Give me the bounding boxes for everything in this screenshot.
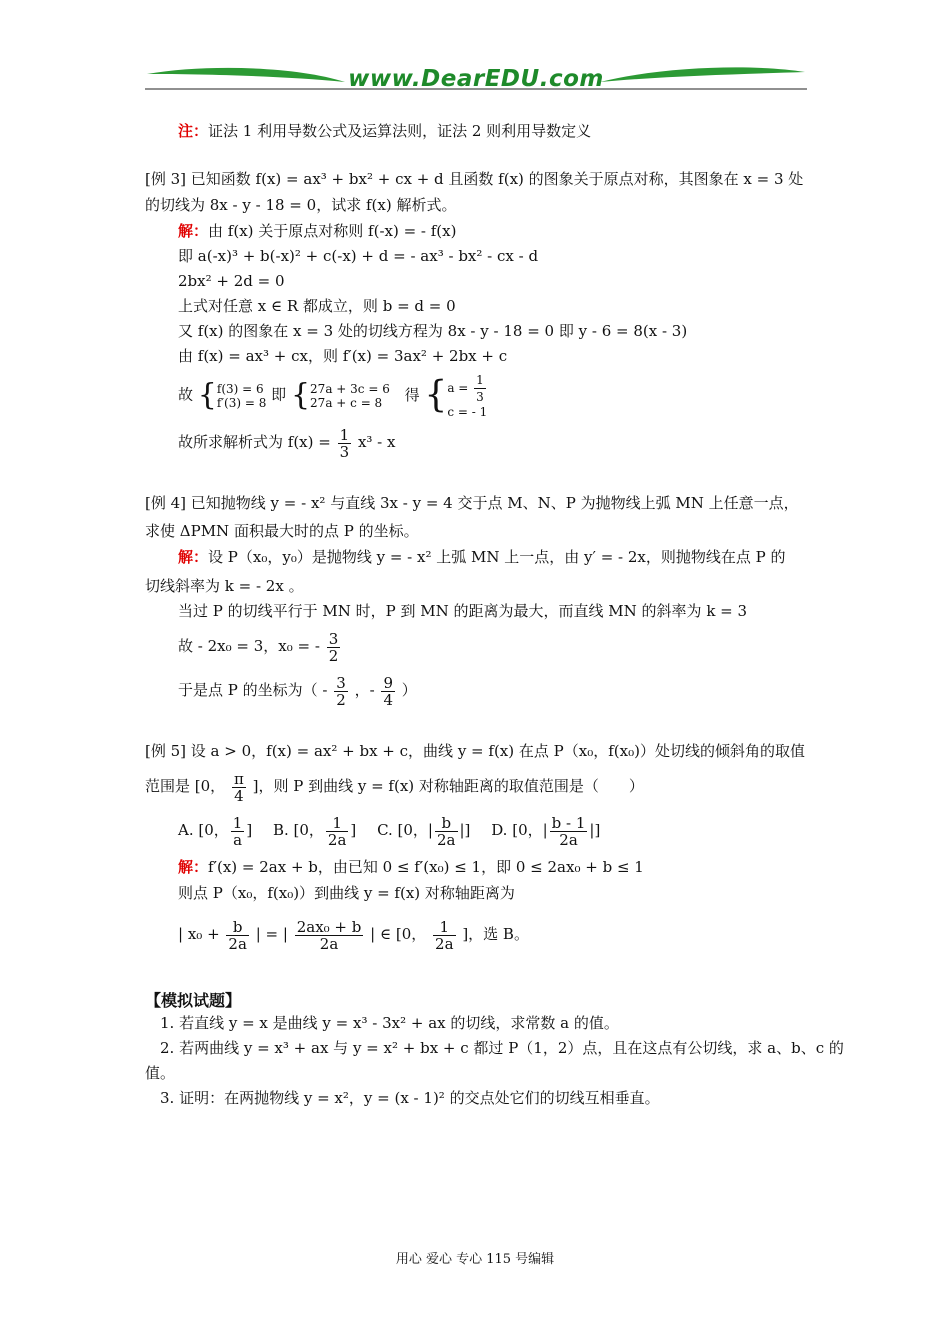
option-c-end: |] [459,821,471,839]
ex3-s7-ji: 即 [271,385,287,404]
page-footer: 用心 爱心 专心 115 号编辑 [395,1252,555,1267]
frac-den: 2a [435,934,454,953]
ex3-s2: 即 a(-x)³ + b(-x)² + c(-x) + d = - ax³ - bx² - cx - d [178,247,539,265]
frac-num: π [233,769,244,788]
ex3-system-1 [217,382,266,410]
fraction-3-2 [334,675,348,708]
frac-den: 2 [336,690,346,709]
ex3-line-1: [例 3] 已知函数 f(x) = ax³ + bx² + cx + d 且函数 f(x) 的图象关于原点对称，其图象在 x = 3 处 [145,170,804,188]
option-b-end: ] [350,821,357,839]
ex5-s3-a: | x₀ + [178,925,220,943]
ex3-s7-gu: 故 [178,385,194,404]
ex5-s1: f′(x) = 2ax + b，由已知 0 ≤ f′(x₀) ≤ 1，即 0 ≤ 2ax₀ + b ≤ 1 [208,858,644,876]
ex5-s2: 则点 P（x₀，f(x₀)）到曲线 y = f(x) 对称轴距离为 [178,884,515,902]
ex4-line-1: [例 4] 已知抛物线 y = - x² 与直线 3x - y = 4 交于点 M、N、P 为抛物线上弧 MN 上任意一点， [145,494,799,512]
ex5-line-2 [145,766,644,806]
ex3-s1: 由 f(x) 关于原点对称则 f(-x) = - f(x) [208,222,457,240]
ex5-s3-b: | = | [255,925,288,943]
option-a-start: A. [0， [178,821,229,839]
ex4-line-2: 求使 ΔPMN 面积最大时的点 P 的坐标。 [145,522,419,540]
ex3-s8-b: x³ - x [357,433,396,451]
ex3-solution-label: 解： [178,222,209,240]
frac-den: 2a [559,830,578,849]
ex4-s4-a: 故 - 2x₀ = 3，x₀ = - [178,637,320,655]
ex5-s3-c: | ∈ [0， [370,925,427,943]
frac-den: 2 [328,646,339,665]
ex5-options [178,810,600,850]
system-1-eq-a: f(3) = 6 [216,381,264,396]
ex5-l2-b: ]，则 P 到曲线 y = f(x) 对称轴距离的取值范围是（ ） [252,777,644,795]
frac-num: 1 [326,815,349,832]
ex3-solution-1 [178,220,456,242]
ex3-system-2 [310,382,390,410]
frac-num: 3 [328,629,339,648]
frac-num: b [226,919,249,936]
frac-num: 1 [433,919,456,936]
frac-num: 1 [339,425,350,444]
option-a-end: ] [246,821,253,839]
page-header [145,60,807,96]
frac-den: 2a [327,830,347,849]
frac-num: 2ax₀ + b [296,917,362,936]
ex4-s1: 设 P（x₀，y₀）是抛物线 y = - x² 上弧 MN 上一点，由 y′ = - 2x，则抛物线在点 P 的 [208,548,786,566]
ex5-line-1: [例 5] 设 a > 0，f(x) = ax² + bx + c，曲线 y = f(x) 在点 P（x₀，f(x₀)）处切线的倾斜角的取值 [145,742,805,760]
practice-q2-b: 值。 [145,1064,176,1082]
ex3-s3: 2bx² + 2d = 0 [178,272,285,290]
frac-num: 1 [232,813,243,832]
note-text: 证法 1 利用导数公式及运算法则，证法 2 则利用导数定义 [208,122,592,140]
practice-q1: 1. 若直线 y = x 是曲线 y = x³ - 3x² + ax 的切线，求常数 a 的值。 [160,1014,619,1032]
frac-num: b [435,815,458,832]
ex3-system-3 [447,372,488,419]
frac-den: 4 [234,786,244,805]
option-c-start: C. [0，| [377,821,433,839]
system-1-eq-b: f′(3) = 8 [216,395,267,410]
ex4-s5-a: 于是点 P 的坐标为（ - [178,681,328,699]
fraction-2ax0b-2a [295,919,364,952]
note-label: 注： [178,122,209,140]
option-b-start: B. [0， [272,821,324,839]
system-3-a-den: 3 [476,390,484,404]
ex5-solution-label: 解： [178,858,209,876]
system-3-a-num: 1 [476,373,484,387]
option-b-frac [326,815,349,848]
ex4-solution-1 [178,546,786,568]
ex3-s6: 由 f(x) = ax³ + cx，则 f′(x) = 3ax² + 2bx + c [178,347,508,365]
fraction-1-3 [338,427,352,460]
frac-den: 4 [383,690,393,709]
frac-num: b - 1 [551,813,586,832]
ex4-s4 [178,626,342,666]
frac-num: 9 [383,673,393,692]
ex4-s5 [178,670,417,710]
ex5-l2-a: 范围是 [0， [145,777,226,795]
option-d[interactable] [491,813,601,849]
fraction-1-2a [433,919,456,952]
option-d-start: D. [0，| [491,821,548,839]
ex4-s5-b: ，- [354,681,375,699]
ex4-s5-c: ） [401,681,417,699]
ex4-s3: 当过 P 的切线平行于 MN 时，P 到 MN 的距离为最大，而直线 MN 的斜率为 k = 3 [178,602,748,620]
site-name[interactable]: www.DearEDU.com [348,66,604,92]
system-3-eq-b: c = - 1 [447,405,488,419]
frac-den: a [233,830,243,849]
ex4-solution-label: 解： [178,548,209,566]
fraction-pi-4 [232,771,246,804]
ex5-s3-e: ]，选 B。 [462,925,529,943]
ex5-s3 [178,912,529,956]
fraction-3-2 [327,631,341,664]
system-2-eq-a: 27a + 3c = 6 [310,381,390,396]
option-a-frac [231,815,245,848]
fraction-9-4 [381,675,395,708]
option-d-frac [550,815,588,848]
ex3-s7-de: 得 [404,385,420,404]
practice-title: 【模拟试题】 [145,991,242,1010]
ex3-s8 [178,422,395,462]
frac-den: 2a [228,934,247,953]
frac-den: 2a [437,830,456,849]
practice-q2-a: 2. 若两曲线 y = x³ + ax 与 y = x² + bx + c 都过 P（1，2）点，且在这点有公切线，求 a、b、c 的 [160,1039,844,1057]
ex3-s7: 故 { f(3) = 6 f′(3) = 8 即 { 27a + 3c = 6 27a + c = 8 得 { a = $\frac{1}{3}$ c = - 1 [178,373,488,419]
option-c[interactable] [377,813,471,849]
practice-q3: 3. 证明：在两抛物线 y = x²，y = (x - 1)² 的交点处它们的切线互相垂直。 [160,1089,660,1107]
frac-num: 3 [336,673,346,692]
note-line [178,120,591,142]
option-a[interactable] [178,813,253,849]
ex5-solution-1 [178,856,644,878]
system-3-a-label: a = [447,381,469,395]
frac-den: 2a [319,934,339,953]
ex3-s5: 又 f(x) 的图象在 x = 3 处的切线方程为 8x - y - 18 = 0 即 y - 6 = 8(x - 3) [178,322,688,340]
system-2-eq-b: 27a + c = 8 [310,395,383,410]
ex3-line-2: 的切线为 8x - y - 18 = 0，试求 f(x) 解析式。 [145,196,457,214]
ex3-s4: 上式对任意 x ∈ R 都成立，则 b = d = 0 [178,297,456,315]
option-d-end: |] [589,821,601,839]
option-b[interactable] [272,813,357,849]
ex4-s2: 切线斜率为 k = - 2x 。 [145,577,304,595]
frac-den: 3 [339,442,350,461]
fraction-b-2a [226,919,249,952]
ex3-s8-a: 故所求解析式为 f(x) = [178,433,331,451]
option-c-frac [435,815,458,848]
